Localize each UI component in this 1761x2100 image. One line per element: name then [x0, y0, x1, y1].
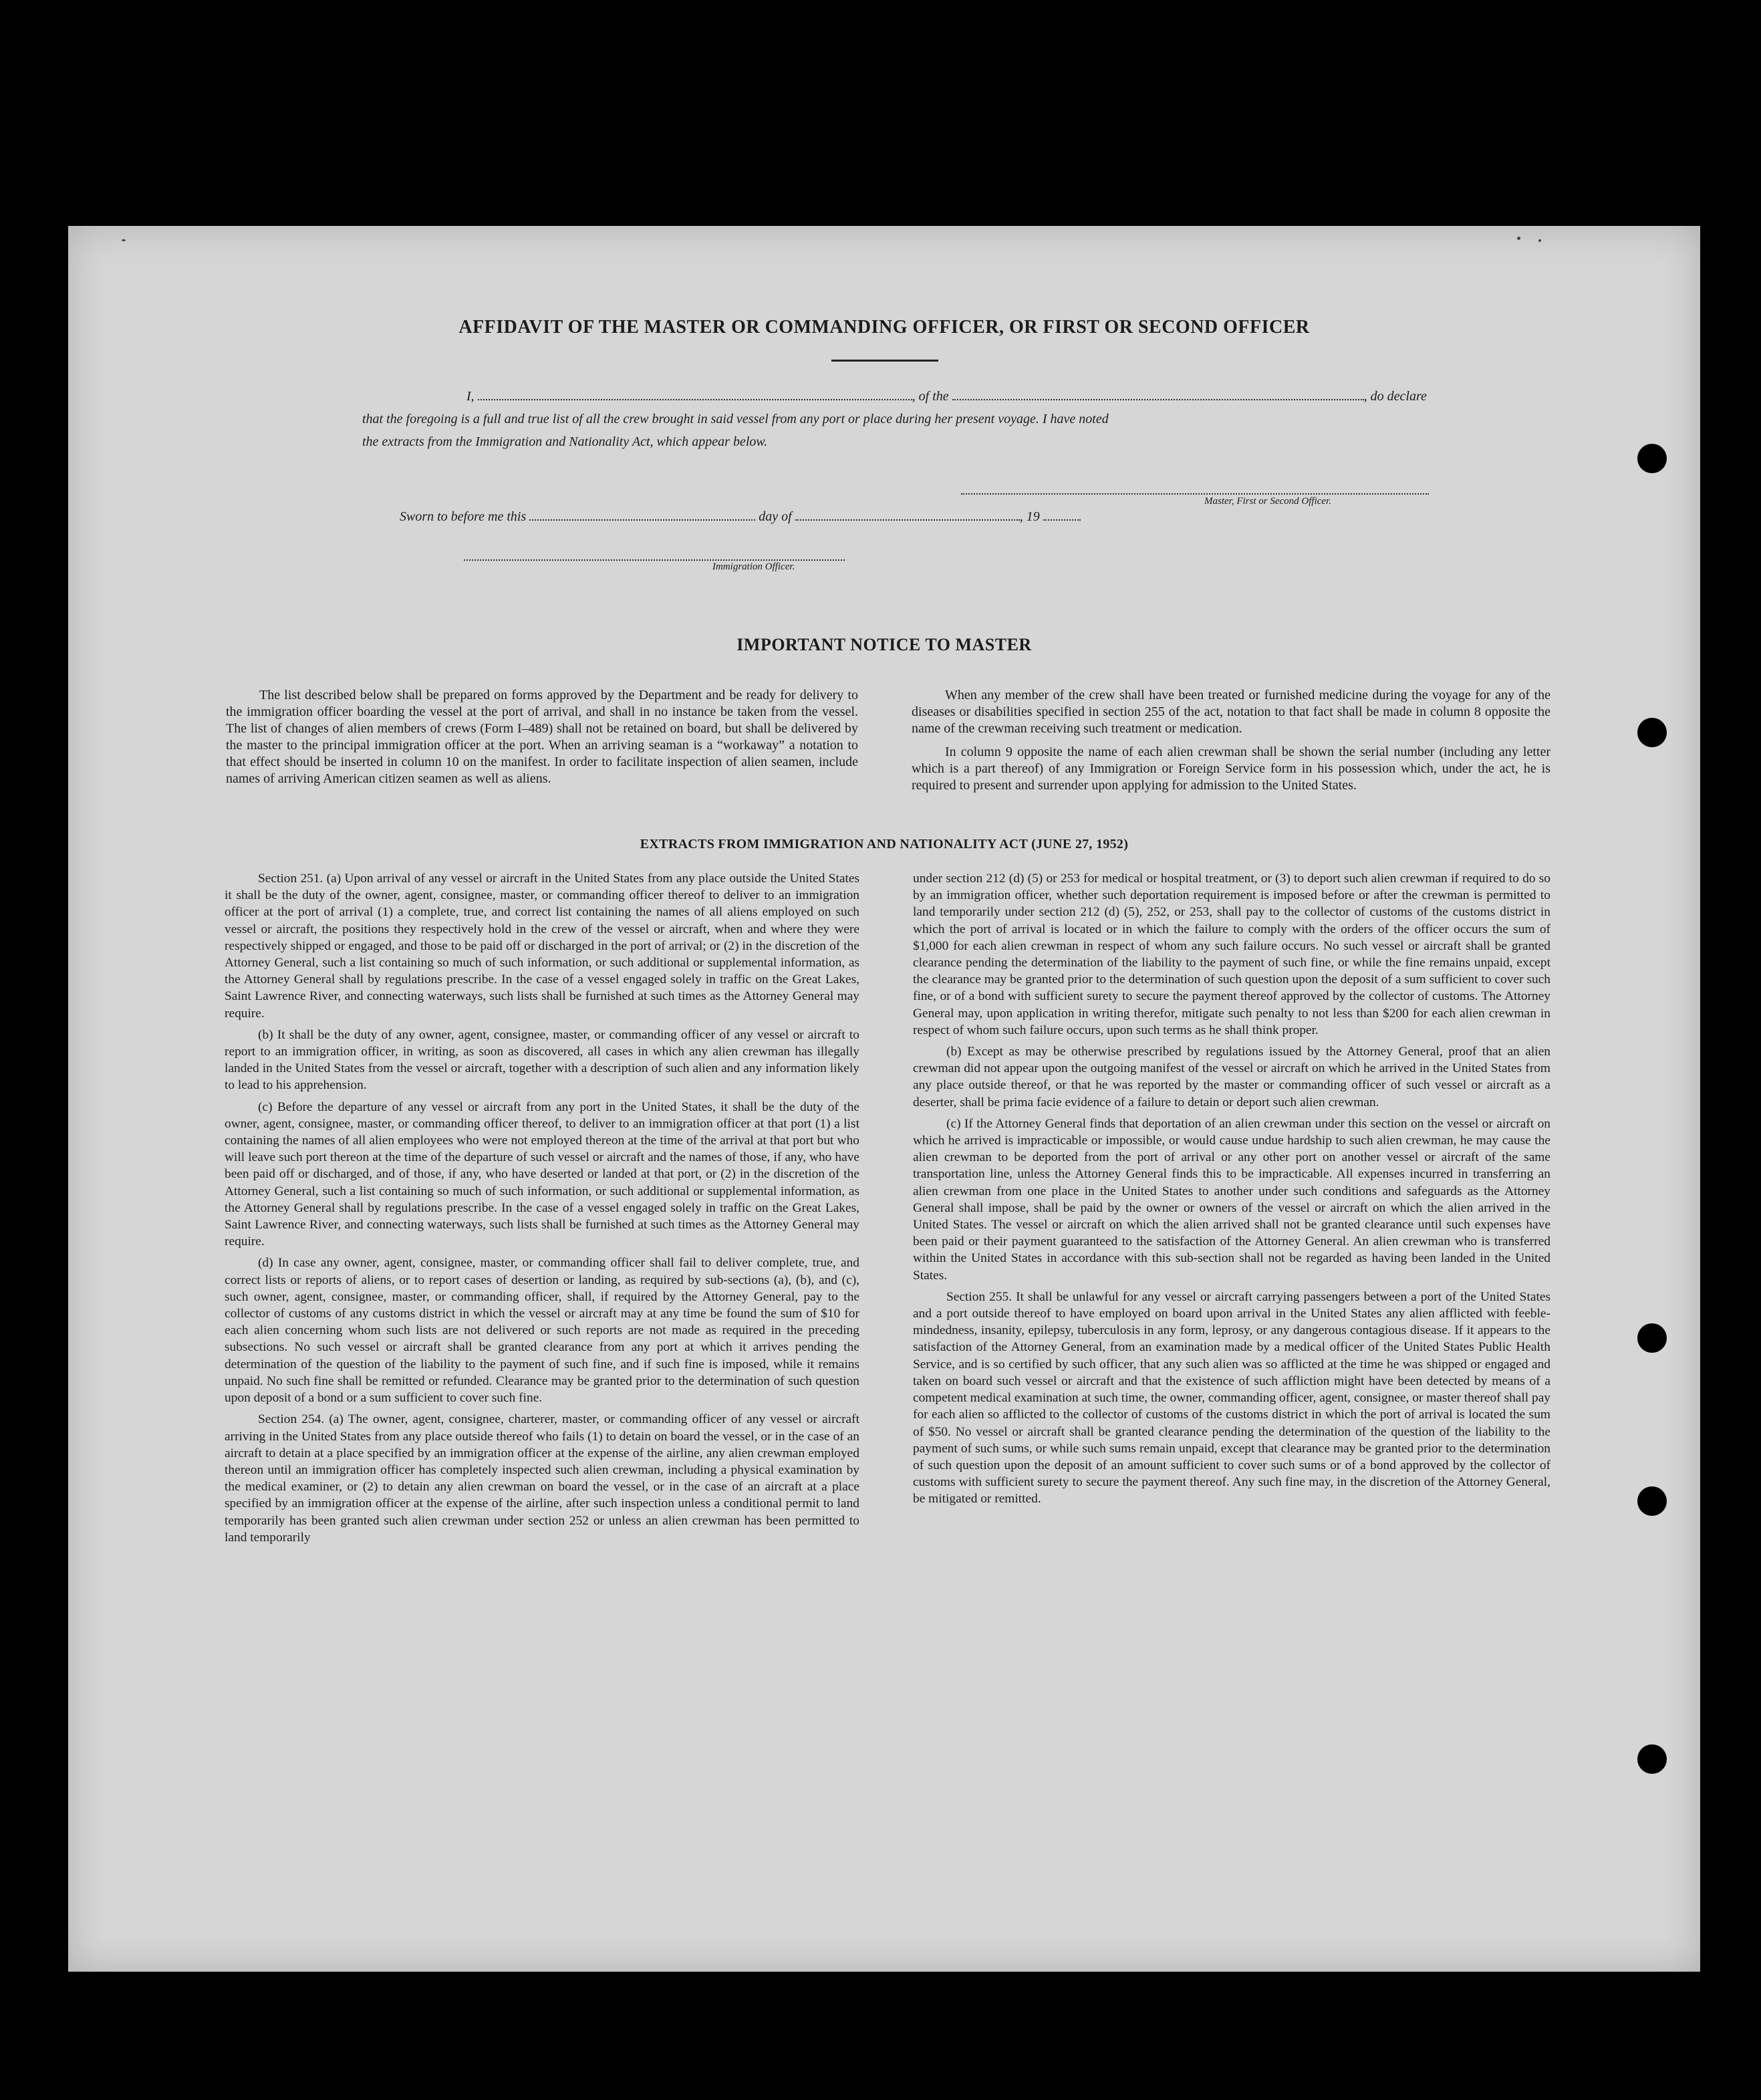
- of-the-label: , of the: [912, 389, 949, 404]
- section-251d: (d) In case any owner, agent, consignee, master, or commanding officer shall fail to deliver complete, true, and correct lists or reports of aliens, or to report cases of desertion or landing, as required by sub-sections (a), (b), and (c), such owner, agent, consignee, master, or commanding officer, shall, if required by the Attorney General, pay to the collector of customs of any customs district in which the vessel or aircraft may at any time be found the sum of $10 for each alien concerning whom such lists are not delivered or such reports are not made as required in the preceding subsections. No such vessel or aircraft shall be granted clearance from any port at which it arrives pending the determination of the question of the liability to the payment of such fine, and if such fine is imposed, while it remains unpaid. No such fine shall be remitted or refunded. Clearance may be granted prior to the determination of such question upon deposit of a bond or a sum sufficient to cover such fine.: [225, 1256, 859, 1406]
- section-251c: (c) Before the departure of any vessel or aircraft from any port in the United States, it shall be the duty of the owner, agent, consignee, master, or commanding officer thereof, to deliver to an immigration officer at that port (1) a list containing the names of all alien employees who were not employed thereon at the time of the arrival at that port but who will leave such port thereon at the time of the departure of such vessel or aircraft and the names of those, if any, who have been paid off or discharged, and of those, if any, who have deserted or landed at that port, or (2) in the discretion of the Attorney General, such a list containing so much of such information, or such additional or supplemental information, as the Attorney General shall by regulations prescribe. In the case of a vessel engaged solely in traffic on the Great Lakes, Saint Lawrence River, and connecting waterways, such lists shall be furnished at such times as the Attorney General may require.: [225, 1099, 859, 1249]
- declaration-line-1: [362, 385, 1485, 408]
- punch-hole: [1637, 444, 1667, 473]
- section-254b: (b) Except as may be otherwise prescribed by regulations issued by the Attorney General, proof that an alien crewman did not appear upon the outgoing manifest of the vessel or aircraft on which he arrived in the United States from any place outside thereof, or that he was reported by the master or commanding officer of such vessel or aircraft as a deserter, shall be prima facie evidence of a failure to detain or deport such alien crewman.: [913, 1045, 1550, 1109]
- immigration-officer-signature-field[interactable]: [464, 559, 845, 561]
- sworn-line: [400, 505, 1522, 528]
- title-divider: [831, 360, 938, 362]
- master-name-field[interactable]: [478, 387, 912, 400]
- vessel-name-field[interactable]: [952, 387, 1364, 400]
- punch-hole: [1637, 718, 1667, 747]
- master-signature-field[interactable]: [961, 493, 1429, 495]
- sworn-year-field[interactable]: [1043, 507, 1081, 521]
- section-254a-continued: under section 212 (d) (5) or 253 for medical or hospital treatment, or (3) to deport such alien crewman if required to do so by an immigration officer, whether such deportation requirement is imposed before or after the crewman is permitted to land temporarily under section 212 (d) (5), 252, or 253, shall pay to the collector of customs of the customs district in which the port of arrival is located or in which the failure to comply with the orders of the officer occurs the sum of $1,000 for each alien crewman in respect of whom any such failure occurs. No such vessel or aircraft shall be granted clearance pending the determination of the liability to the payment of such fine, or while the fine remains unpaid, except the clearance may be granted prior to the determination of such question upon the deposit of a sum sufficient to cover such fine, or of a bond with sufficient surety to secure the payment thereof approved by the collector of customs. The Attorney General may, upon application in writing therefor, mitigate such penalty to not less than $200 for each alien crewman in respect of whom such failure occurs, upon such terms as he shall think proper.: [913, 872, 1550, 1037]
- punch-hole: [1637, 1744, 1667, 1774]
- affidavit-title: AFFIDAVIT OF THE MASTER OR COMMANDING OFFICER, OR FIRST OR SECOND OFFICER: [458, 317, 1310, 338]
- extracts-title: EXTRACTS FROM IMMIGRATION AND NATIONALITY ACT (JUNE 27, 1952): [640, 837, 1129, 851]
- scan-speck: [1538, 239, 1541, 242]
- sworn-label: Sworn to before me this: [400, 509, 527, 524]
- master-caption: Master, First or Second Officer.: [1204, 496, 1331, 507]
- section-255: Section 255. It shall be unlawful for any vessel or aircraft carrying passengers between a port of the United States and a port outside thereof to have employed on board upon arrival in the United States any alien afflicted with feeble-mindedness, insanity, epilepsy, tuberculosis in any form, leprosy, or any dangerous contagious disease. If it appears to the satisfaction of the Attorney General, from an examination made by a medical officer of the United States Public Health Service, and is so certified by such officer, that any such alien was so afflicted at the time he was shipped or engaged and taken on board such vessel or aircraft and that the existence of such affliction might have been detected by means of a competent medical examination at such time, the owner, commanding officer, agent, consignee, or master thereof shall pay for each alien so afflicted to the collector of customs of the customs district in which the port of arrival is located the sum of $50. No vessel or aircraft shall be granted clearance pending the determination of the question of the liability to the payment of such sums, or while such sums remain unpaid, except that clearance may be granted prior to the determination of such question upon the deposit of an amount sufficient to cover such sums or of a bond approved by the collector of customs with sufficient surety to secure the payment thereof. Any such fine may, in the discretion of the Attorney General, be mitigated or remitted.: [913, 1289, 1550, 1506]
- notice-right-column: [912, 687, 1550, 801]
- notice-right-paragraph-2: In column 9 opposite the name of each alien crewman shall be shown the serial number (including any letter which is a part thereof) of any Immigration or Foreign Service form in his possession which, under the act, he is required to present and surrender upon applying for admission to the United States.: [912, 745, 1550, 793]
- declaration-line-3: the extracts from the Immigration and Nationality Act, which appear below.: [362, 434, 768, 449]
- notice-right-paragraph-1: When any member of the crew shall have been treated or furnished medicine during the voyage for any of the diseases or disabilities specified in section 255 of the act, notation to that fact shall be made in column 8 opposite the name of the crewman receiving such treatment or medication.: [912, 688, 1550, 736]
- section-254a: Section 254. (a) The owner, agent, consignee, charterer, master, or commanding officer of any vessel or aircraft arriving in the United States from any place outside thereof who fails (1) to detain on board the vessel, or in the case of an aircraft to detain at a place specified by an immigration officer at the expense of the airline, any alien crewman employed thereon until an immigration officer has completely inspected such alien crewman, including a physical examination by the medical examiner, or (2) to detain any alien crewman on board the vessel, or in the case of an aircraft at a place specified by an immigration officer at the expense of the airline, after such inspection unless a conditional permit to land temporarily has been granted such alien crewman under section 252 or unless an alien crewman has been permitted to land temporarily: [225, 1412, 859, 1545]
- day-of-label: day of: [759, 509, 792, 524]
- immigration-officer-caption: Immigration Officer.: [712, 561, 795, 572]
- notice-title: IMPORTANT NOTICE TO MASTER: [736, 635, 1032, 654]
- notice-left-column: [226, 687, 858, 794]
- section-251a: Section 251. (a) Upon arrival of any vessel or aircraft in the United States from any place outside the United States it shall be the duty of the owner, agent, consignee, master, or commanding officer thereof to deliver to an immigration officer at the port of arrival (1) a complete, true, and correct list containing the names of all aliens employed on such vessel or aircraft, the positions they respectively hold in the crew of the vessel or aircraft, when and where they were respectively shipped or engaged, and those to be paid off or discharged in the port of arrival; or (2) in the discretion of the Attorney General, such a list containing so much of such information, or such additional or supplemental information, as the Attorney General shall by regulations prescribe. In the case of a vessel engaged solely in traffic on the Great Lakes, Saint Lawrence River, and connecting waterways, such lists shall be furnished at such times as the Attorney General may require.: [225, 872, 859, 1021]
- punch-hole: [1637, 1323, 1667, 1353]
- declaration-i-label: I,: [466, 389, 475, 404]
- punch-hole: [1637, 1486, 1667, 1516]
- section-251b: (b) It shall be the duty of any owner, agent, consignee, master, or commanding officer of any vessel or aircraft to report to an immigration officer, in writing, as soon as discovered, all cases in which any alien crewman has illegally landed in the United States from the vessel or aircraft, together with a description of such alien and any information likely to lead to his apprehension.: [225, 1027, 859, 1093]
- sworn-day-field[interactable]: [529, 507, 755, 521]
- notice-left-paragraph: The list described below shall be prepared on forms approved by the Department and be ready for delivery to the immigration officer boarding the vessel at the port of arrival, and shall in no instance be taken from the vessel. The list of changes of alien members of crews (Form I–489) shall not be retained on board, but shall be delivered by the master to the principal immigration officer at the port. When an arriving seaman is a “workaway” a notation to that effect should be inserted in column 10 on the manifest. In order to facilitate inspection of alien seamen, include names of arriving American citizen seamen as well as aliens.: [226, 688, 858, 786]
- year-prefix-label: , 19: [1019, 509, 1040, 524]
- extracts-right-column: [913, 870, 1550, 1513]
- sworn-month-field[interactable]: [795, 507, 1020, 521]
- section-254c: (c) If the Attorney General finds that deportation of an alien crewman under this section on the vessel or aircraft on which he arrived is impracticable or impossible, or would cause undue hardship to such alien crewman, he may cause the alien crewman to be deported from the port of arrival or any other port on another vessel or aircraft of the same transportation line, unless the Attorney General finds this to be impracticable. All expenses incurred in transferring an alien crewman from one place in the United States to another under such conditions and safeguards as the Attorney General shall impose, shall be paid by the owner or owners of the vessel or aircraft on which the alien arrived in the United States. The vessel or aircraft on which the alien arrived shall not be granted clearance until such expenses have been paid or their payment guaranteed to the satisfaction of the Attorney General. An alien crewman who is transferred within the United States in accordance with this sub-section shall not be regarded as having been landed in the United States.: [913, 1116, 1550, 1283]
- declaration-line-2: that the foregoing is a full and true list of all the crew brought in said vessel from any port or place during her present voyage. I have noted: [362, 412, 1109, 426]
- scan-speck: [122, 239, 126, 241]
- document-page: [68, 226, 1700, 1972]
- scan-speck: [1517, 237, 1520, 240]
- extracts-left-column: [225, 870, 859, 1551]
- do-declare-label: , do declare: [1363, 389, 1427, 404]
